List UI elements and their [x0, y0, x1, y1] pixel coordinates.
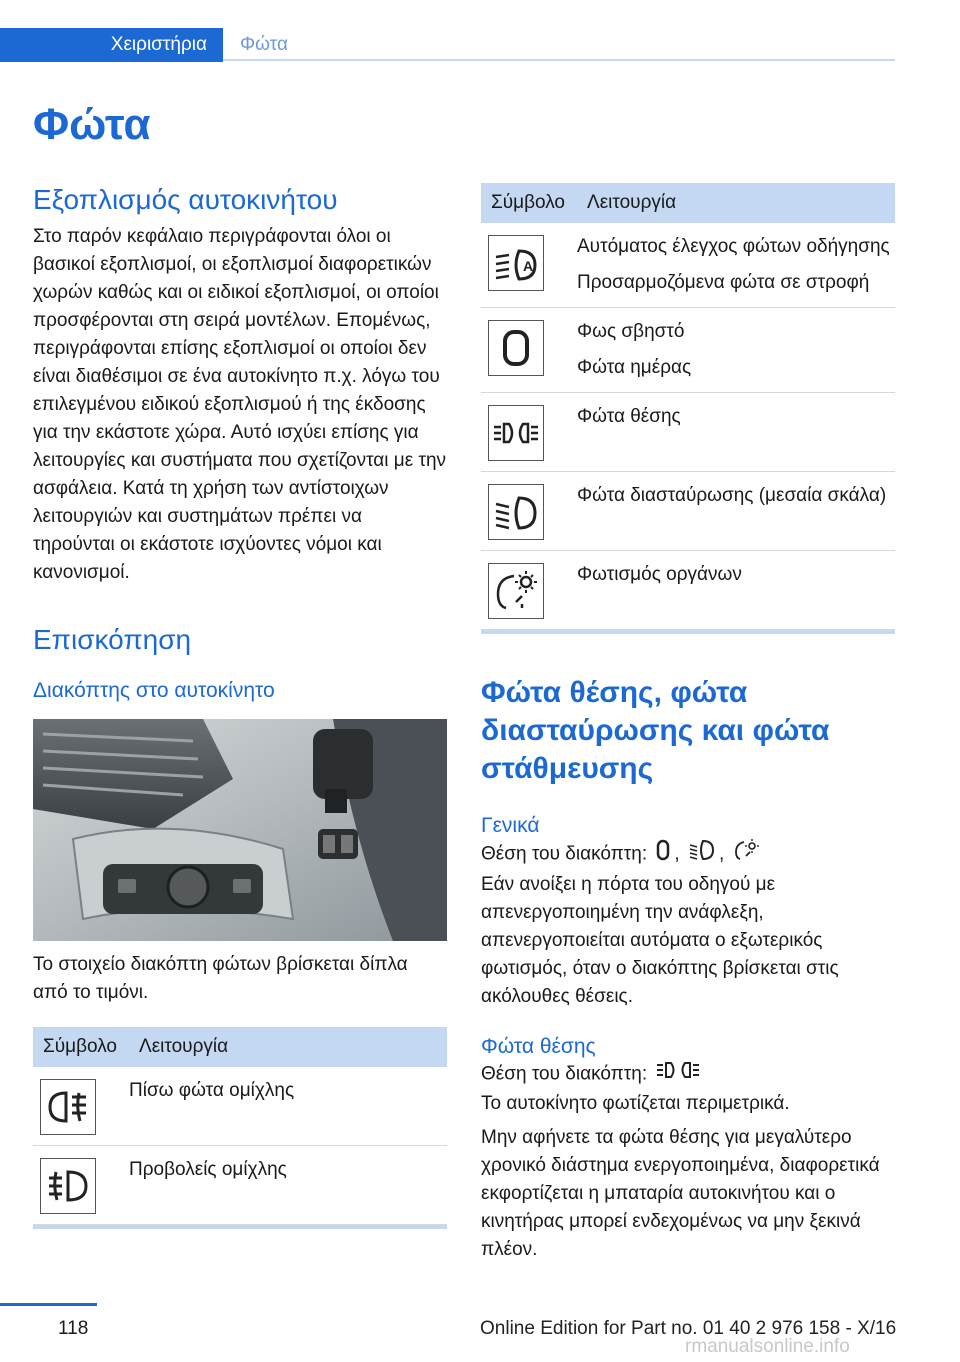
row-text: Προβολείς ομίχλης: [129, 1159, 287, 1180]
general-text: Εάν ανοίξει η πόρτα του οδηγού με απενεργοποιημένη την ανάφλεξη, απενεργοποιείται αυτόματα ο εξωτερικός φωτισμός, όταν ο διακόπτης βρίσκεται στις ακόλουθες θέσεις.: [481, 874, 839, 1007]
table-end-rule: [481, 630, 895, 634]
table-end-rule: [33, 1225, 447, 1229]
auto-headlight-icon: [488, 235, 544, 291]
general-switch-line: [481, 838, 895, 871]
page-number: 118: [58, 1318, 89, 1339]
separator: ,: [718, 843, 725, 865]
switch-function-table: [481, 183, 895, 630]
photo-caption: Το στοιχείο διακόπτη φώτων βρίσκεται δίπλα από το τιμόνι.: [33, 954, 408, 1003]
watermark: rmanualsonline.info: [685, 1336, 850, 1357]
equipment-heading: Εξοπλισμός αυτοκινήτου: [33, 184, 338, 215]
row-text: Πίσω φώτα ομίχλης: [129, 1080, 295, 1101]
parking-text-2: Μην αφήνετε τα φώτα θέσης για μεγαλύτερο χρονικό διάστημα ενεργοποιημένα, διαφορετικά εκφορτίζεται η μπαταρία αυτοκινήτου και ο κινητήρας μπορεί ενδεχομένως να μην ξεκινά πλέον.: [481, 1127, 880, 1260]
dashboard-illustration: [33, 719, 447, 941]
positions-heading: Φώτα θέσης, φώτα διασταύρωσης και φώτα στάθμευσης: [481, 676, 830, 785]
header-rule: [223, 59, 895, 61]
edition-text: Online Edition for Part no. 01 40 2 976 158 - X/16: [480, 1318, 897, 1339]
row-text: Φως σβηστό: [577, 321, 685, 342]
instrument-lighting-icon: [488, 563, 544, 619]
parking-light-icon: [488, 405, 544, 461]
table-row: [481, 393, 895, 472]
parking-light-icon: [656, 1059, 700, 1090]
parking-switch-label: Θέση του διακόπτη:: [481, 1063, 648, 1085]
col-function: Λειτουργία: [129, 1027, 447, 1067]
section-tab[interactable]: Χειριστήρια: [0, 28, 223, 62]
col-symbol: Σύμβολο: [33, 1027, 129, 1067]
light-switch-photo: [33, 719, 447, 941]
table-row: [481, 551, 895, 630]
separator: ,: [674, 843, 680, 865]
equipment-text: Στο παρόν κεφάλαιο περιγράφονται όλοι οι βασικοί εξοπλισμοί, οι εξοπλισμοί διαφορετικών χωρών καθώς και οι ειδικοί εξοπλισμοί, οι οποίοι προσφέρονται στη σειρά μοντέλων. Επομένως, περιγράφονται επίσης εξοπλισμοί οι οποίοι δεν είναι διαθέσιμοι σε ένα αυτοκίνητο π.χ. λόγω του επιλεγμένου ειδικού εξοπλισμού ή της έκδοσης για την εκάστοτε χώρα. Αυτό ισχύει επίσης για λειτουργίες και συστήματα που σχετίζονται με την ασφάλεια. Κατά τη χρήση των αντίστοιχων λειτουργιών και συστημάτων πρέπει να τηρούνται οι εκάστοτε ισχύοντες νόμοι και κανονισμοί.: [33, 226, 447, 583]
general-heading: Γενικά: [481, 814, 540, 837]
row-text: Φώτα ημέρας: [577, 357, 692, 378]
table-row: [33, 1067, 447, 1146]
header-bar: [0, 28, 895, 62]
parking-text-1: Το αυτοκίνητο φωτίζεται περιμετρικά.: [481, 1093, 790, 1114]
table-row: [481, 223, 895, 308]
overview-heading: Επισκόπηση: [33, 624, 192, 655]
parking-switch-line: [481, 1059, 895, 1090]
right-column: [481, 183, 895, 1264]
row-text: Φωτισμός οργάνων: [577, 564, 742, 585]
front-fog-light-icon: [40, 1158, 96, 1214]
general-switch-label: Θέση του διακόπτη:: [481, 843, 648, 865]
instrument-lighting-icon: [734, 838, 760, 871]
col-symbol: Σύμβολο: [481, 183, 577, 223]
row-text: Φώτα διασταύρωσης (μεσαία σκάλα): [577, 485, 887, 506]
footer-rule: [0, 1303, 97, 1306]
page-title: Φώτα: [33, 100, 151, 149]
chapter-tab[interactable]: Φώτα: [240, 34, 288, 55]
low-beam-icon: [488, 484, 544, 540]
row-text: Προσαρμοζόμενα φώτα σε στροφή: [577, 272, 870, 293]
left-column: [33, 183, 447, 1229]
lights-off-icon: [656, 839, 670, 870]
switch-heading: Διακόπτης στο αυτοκίνητο: [33, 679, 275, 702]
row-text: Φώτα θέσης: [577, 406, 681, 427]
rear-fog-light-icon: [40, 1079, 96, 1135]
lights-off-icon: [488, 320, 544, 376]
low-beam-icon: [689, 838, 715, 871]
row-text: Αυτόματος έλεγχος φώτων οδήγησης: [577, 236, 890, 257]
table-row: [33, 1146, 447, 1225]
table-row: [481, 308, 895, 393]
col-function: Λειτουργία: [577, 183, 895, 223]
fog-light-table: [33, 1027, 447, 1225]
table-row: [481, 472, 895, 551]
svg-text:A: A: [523, 258, 534, 274]
parking-heading: Φώτα θέσης: [481, 1035, 596, 1058]
